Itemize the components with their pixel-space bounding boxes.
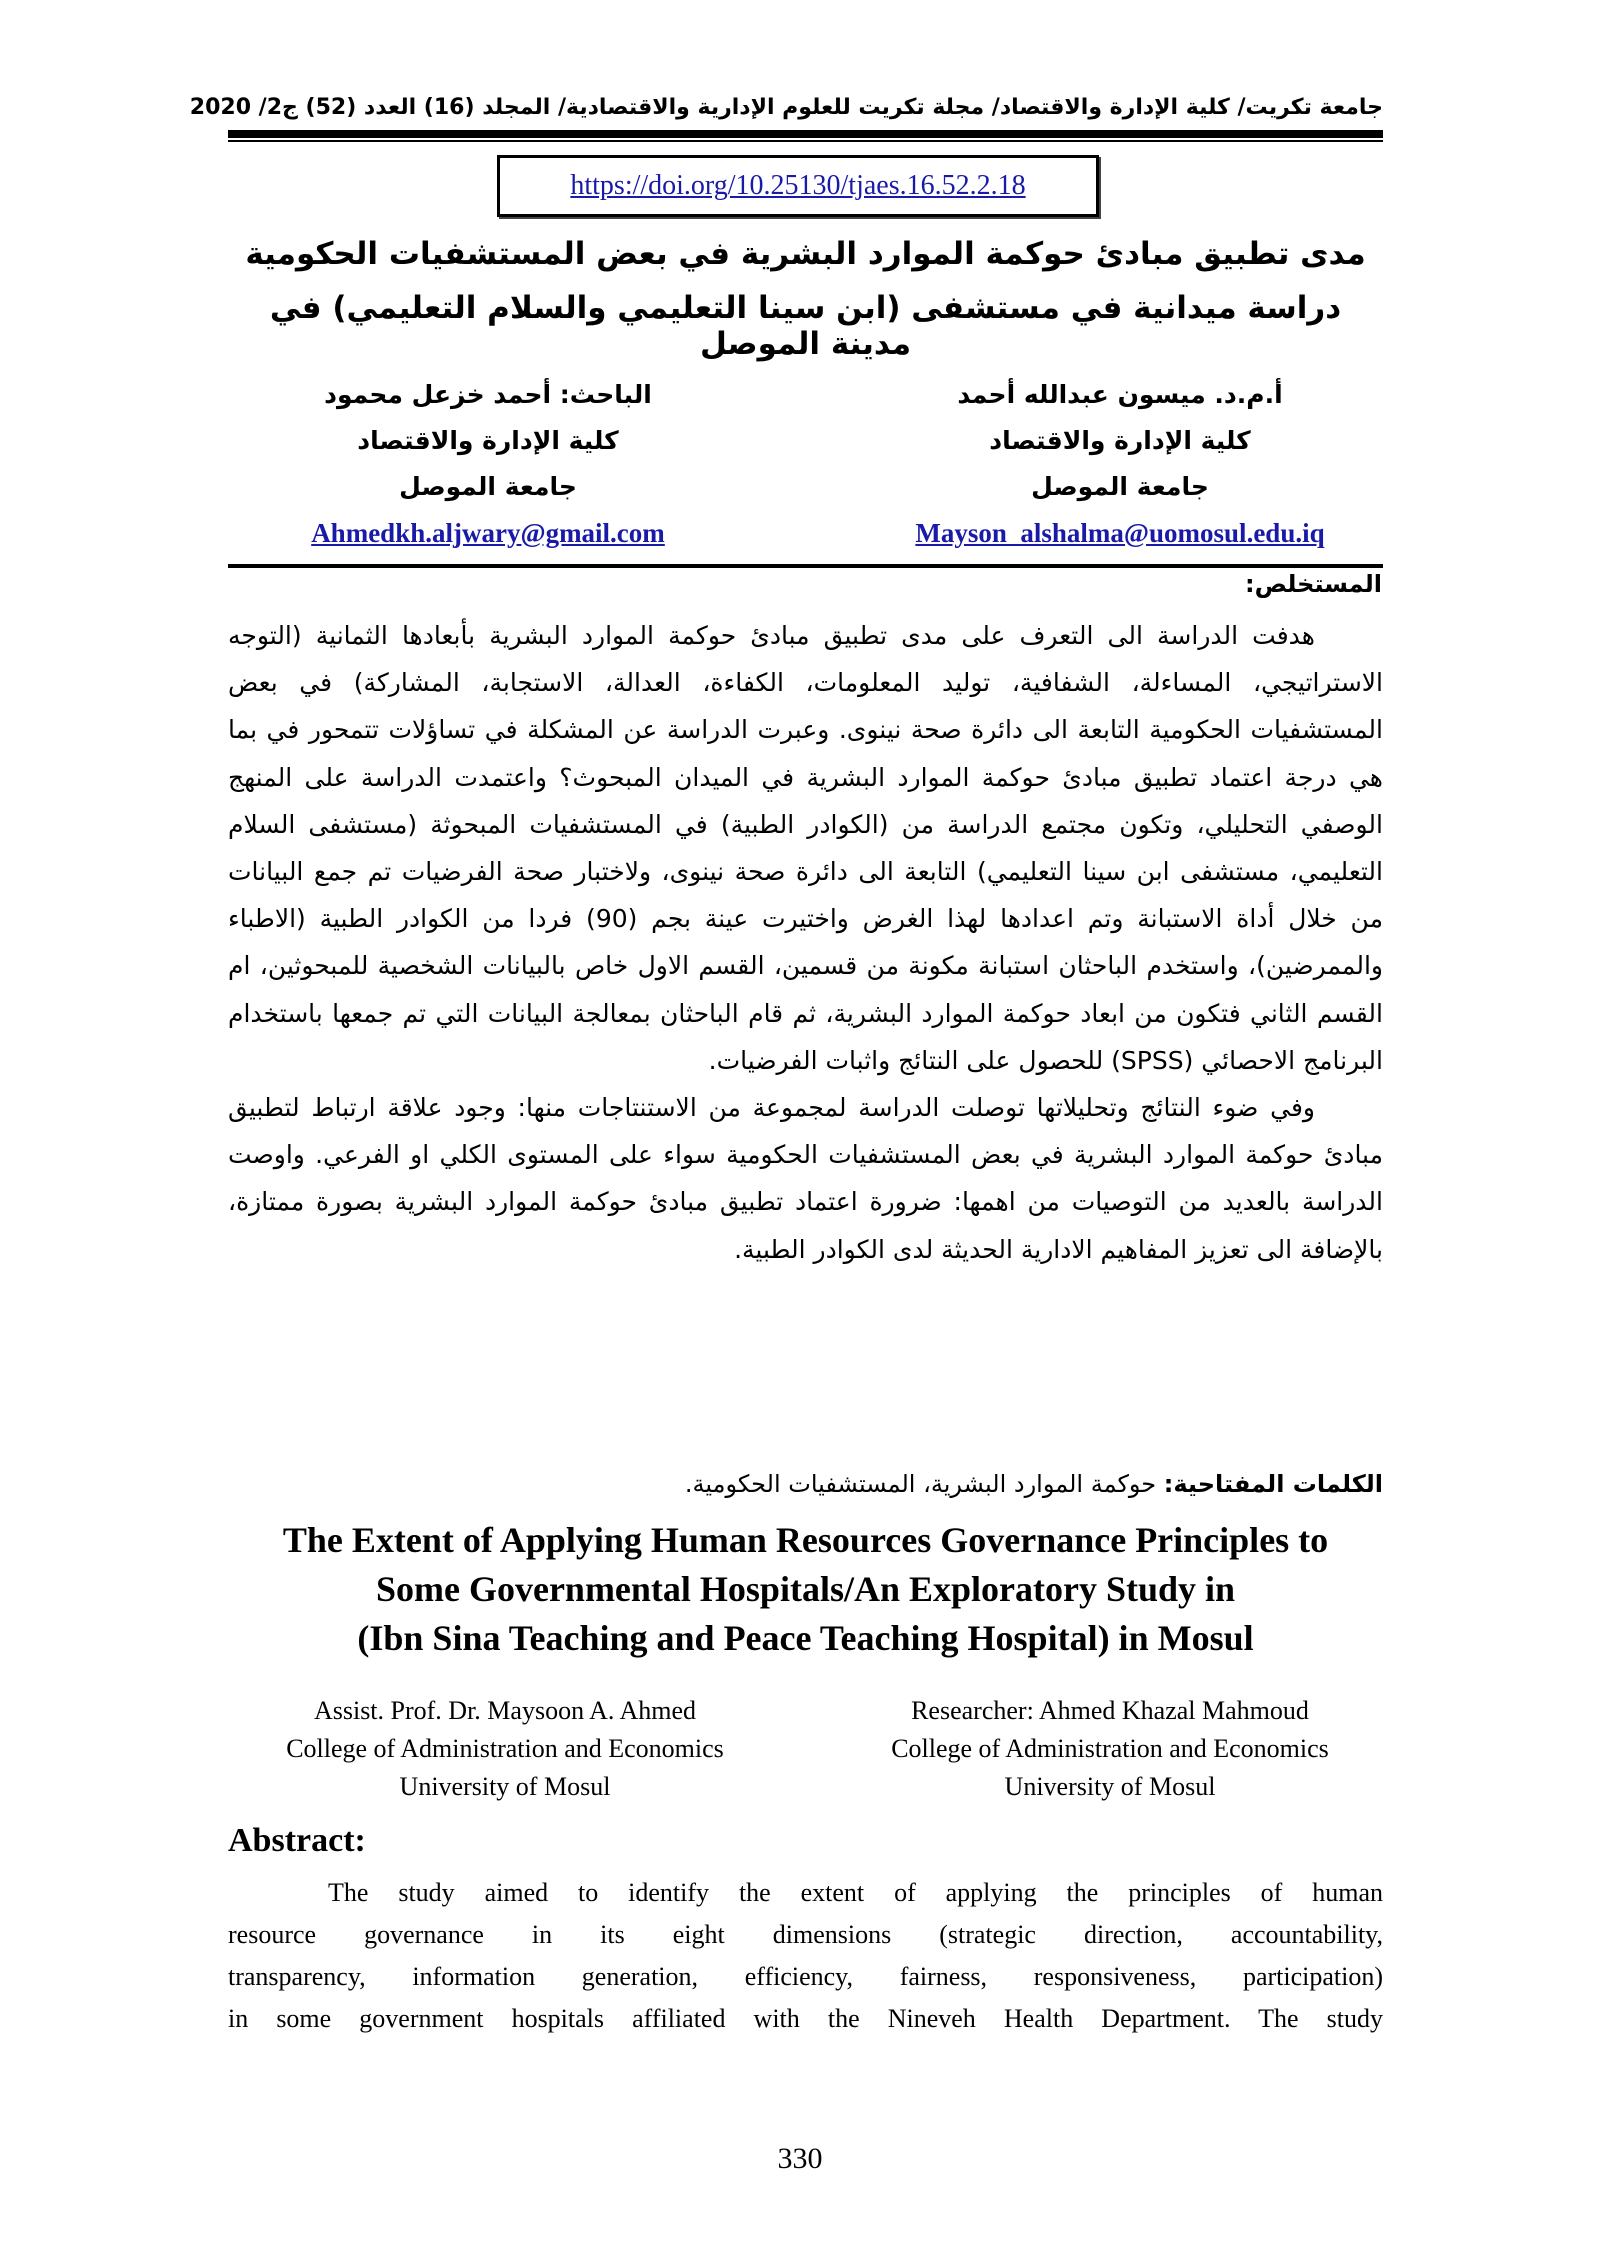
author-1-college: كلية الإدارة والاقتصاد: [989, 426, 1251, 455]
header-rule-thin: [228, 140, 1383, 142]
author-2-name: الباحث: أحمد خزعل محمود: [324, 380, 652, 409]
english-author-1-university: University of Mosul: [399, 1772, 611, 1801]
english-author-2-university: University of Mosul: [1004, 1772, 1216, 1801]
running-header: جامعة تكريت/ كلية الإدارة والاقتصاد/ مجلة تكريت للعلوم الإدارية والاقتصادية/ المجلد (16) العدد (52) ج2/ 2020: [189, 95, 1383, 120]
author-2-college: كلية الإدارة والاقتصاد: [357, 426, 619, 455]
arabic-abstract-heading: المستخلص:: [1245, 570, 1382, 598]
english-author-2-name: Researcher: Ahmed Khazal Mahmoud: [911, 1696, 1309, 1725]
author-1-name: أ.م.د. ميسون عبدالله أحمد: [957, 380, 1283, 409]
author-2-university: جامعة الموصل: [399, 472, 577, 501]
doi-box: [497, 155, 1099, 217]
arabic-title-line-1: مدى تطبيق مبادئ حوكمة الموارد البشرية في بعض المستشفيات الحكومية: [245, 236, 1366, 272]
english-title-line-1: The Extent of Applying Human Resources Governance Principles to: [282, 1520, 1329, 1560]
author-1-email-link[interactable]: Mayson_alshalma@uomosul.edu.iq: [915, 518, 1325, 548]
arabic-abstract-paragraph-2: وفي ضوء النتائج وتحليلاتها توصلت الدراسة لمجموعة من الاستنتاجات منها: وجود علاقة ارتباط لتطبيق مبادئ حوكمة الموارد البشرية في بعض المستشفيات الحكومية سواء على المستوى الكلي او الفرعي. واوصت الدراسة بالعديد من التوصيات من اهمها: ضرورة اعتماد تطبيق مبادئ حوكمة الموارد البشرية بصورة ممتازة، بالإضافة الى تعزيز المفاهيم الادارية الحديثة لدى الكوادر الطبية.: [228, 1093, 1383, 1264]
page-number: 330: [777, 2142, 823, 2175]
author-2-block: [228, 372, 748, 556]
english-abstract-line-3: transparency, information generation, efficiency, fairness, responsiveness, participation): [228, 1962, 1383, 1991]
author-1-university: جامعة الموصل: [1031, 472, 1209, 501]
arabic-abstract-paragraph-1: هدفت الدراسة الى التعرف على مدى تطبيق مبادئ حوكمة الموارد البشرية بأبعادها الثمانية (التوجه الاستراتيجي، المساءلة، الشفافية، توليد المعلومات، الكفاءة، العدالة، الاستجابة، المشاركة) في بعض المستشفيات الحكومية التابعة الى دائرة صحة نينوى. وعبرت الدراسة عن المشكلة في تساؤلات تتمحور في بما هي درجة اعتماد تطبيق مبادئ حوكمة الموارد البشرية في الميدان المبحوث؟ واعتمدت الدراسة على المنهج الوصفي التحليلي، وتكون مجتمع الدراسة من (الكوادر الطبية) في المستشفيات المبحوثة (مستشفى السلام التعليمي، مستشفى ابن سينا التعليمي) التابعة الى دائرة صحة نينوى، ولاختبار صحة الفرضيات تم جمع البيانات من خلال أداة الاستبانة وتم اعدادها لهذا الغرض واختيرت عينة بجم (90) فردا من الكوادر الطبية (الاطباء والممرضين)، واستخدم الباحثان استبانة مكونة من قسمين، القسم الاول خاص بالبيانات الشخصية للمبحوثين، ام القسم الثاني فتكون من ابعاد حوكمة الموارد البشرية، ثم قام الباحثان بمعالجة البيانات التي تم جمعها باستخدام البرنامج الاحصائي (SPSS) للحصول على النتائج واثبات الفرضيات.: [228, 621, 1383, 1075]
doi-link[interactable]: https://doi.org/10.25130/tjaes.16.52.2.18: [570, 170, 1026, 201]
english-author-2-college: College of Administration and Economics: [891, 1734, 1329, 1763]
arabic-abstract-body: [228, 612, 1383, 1273]
english-author-1-name: Assist. Prof. Dr. Maysoon A. Ahmed: [313, 1696, 697, 1725]
authors-rule: [228, 564, 1383, 568]
english-abstract-line-1: The study aimed to identify the extent of applying the principles of human: [328, 1878, 1383, 1907]
header-rule: [228, 130, 1383, 138]
english-abstract-line-2: resource governance in its eight dimensions (strategic direction, accountability,: [228, 1920, 1383, 1949]
author-1-block: [860, 372, 1380, 556]
english-author-1-block: [225, 1692, 785, 1806]
english-author-1-college: College of Administration and Economics: [286, 1734, 724, 1763]
keywords-value: حوكمة الموارد البشرية، المستشفيات الحكومية.: [684, 1470, 1164, 1498]
english-author-2-block: [830, 1692, 1390, 1806]
keywords-label: الكلمات المفتاحية:: [1163, 1470, 1383, 1498]
english-title-line-2: Some Governmental Hospitals/An Exploratory Study in: [375, 1569, 1236, 1609]
english-abstract-line-4: in some government hospitals affiliated with the Nineveh Health Department. The study: [228, 2004, 1383, 2033]
english-title-line-3: (Ibn Sina Teaching and Peace Teaching Hospital) in Mosul: [357, 1618, 1254, 1658]
english-abstract-heading: Abstract:: [228, 1822, 366, 1859]
author-2-email-link[interactable]: Ahmedkh.aljwary@gmail.com: [311, 518, 665, 548]
arabic-keywords: [228, 1470, 1383, 1498]
arabic-title-line-2: دراسة ميدانية في مستشفى (ابن سينا التعليمي والسلام التعليمي) في مدينة الموصل: [269, 290, 1342, 362]
